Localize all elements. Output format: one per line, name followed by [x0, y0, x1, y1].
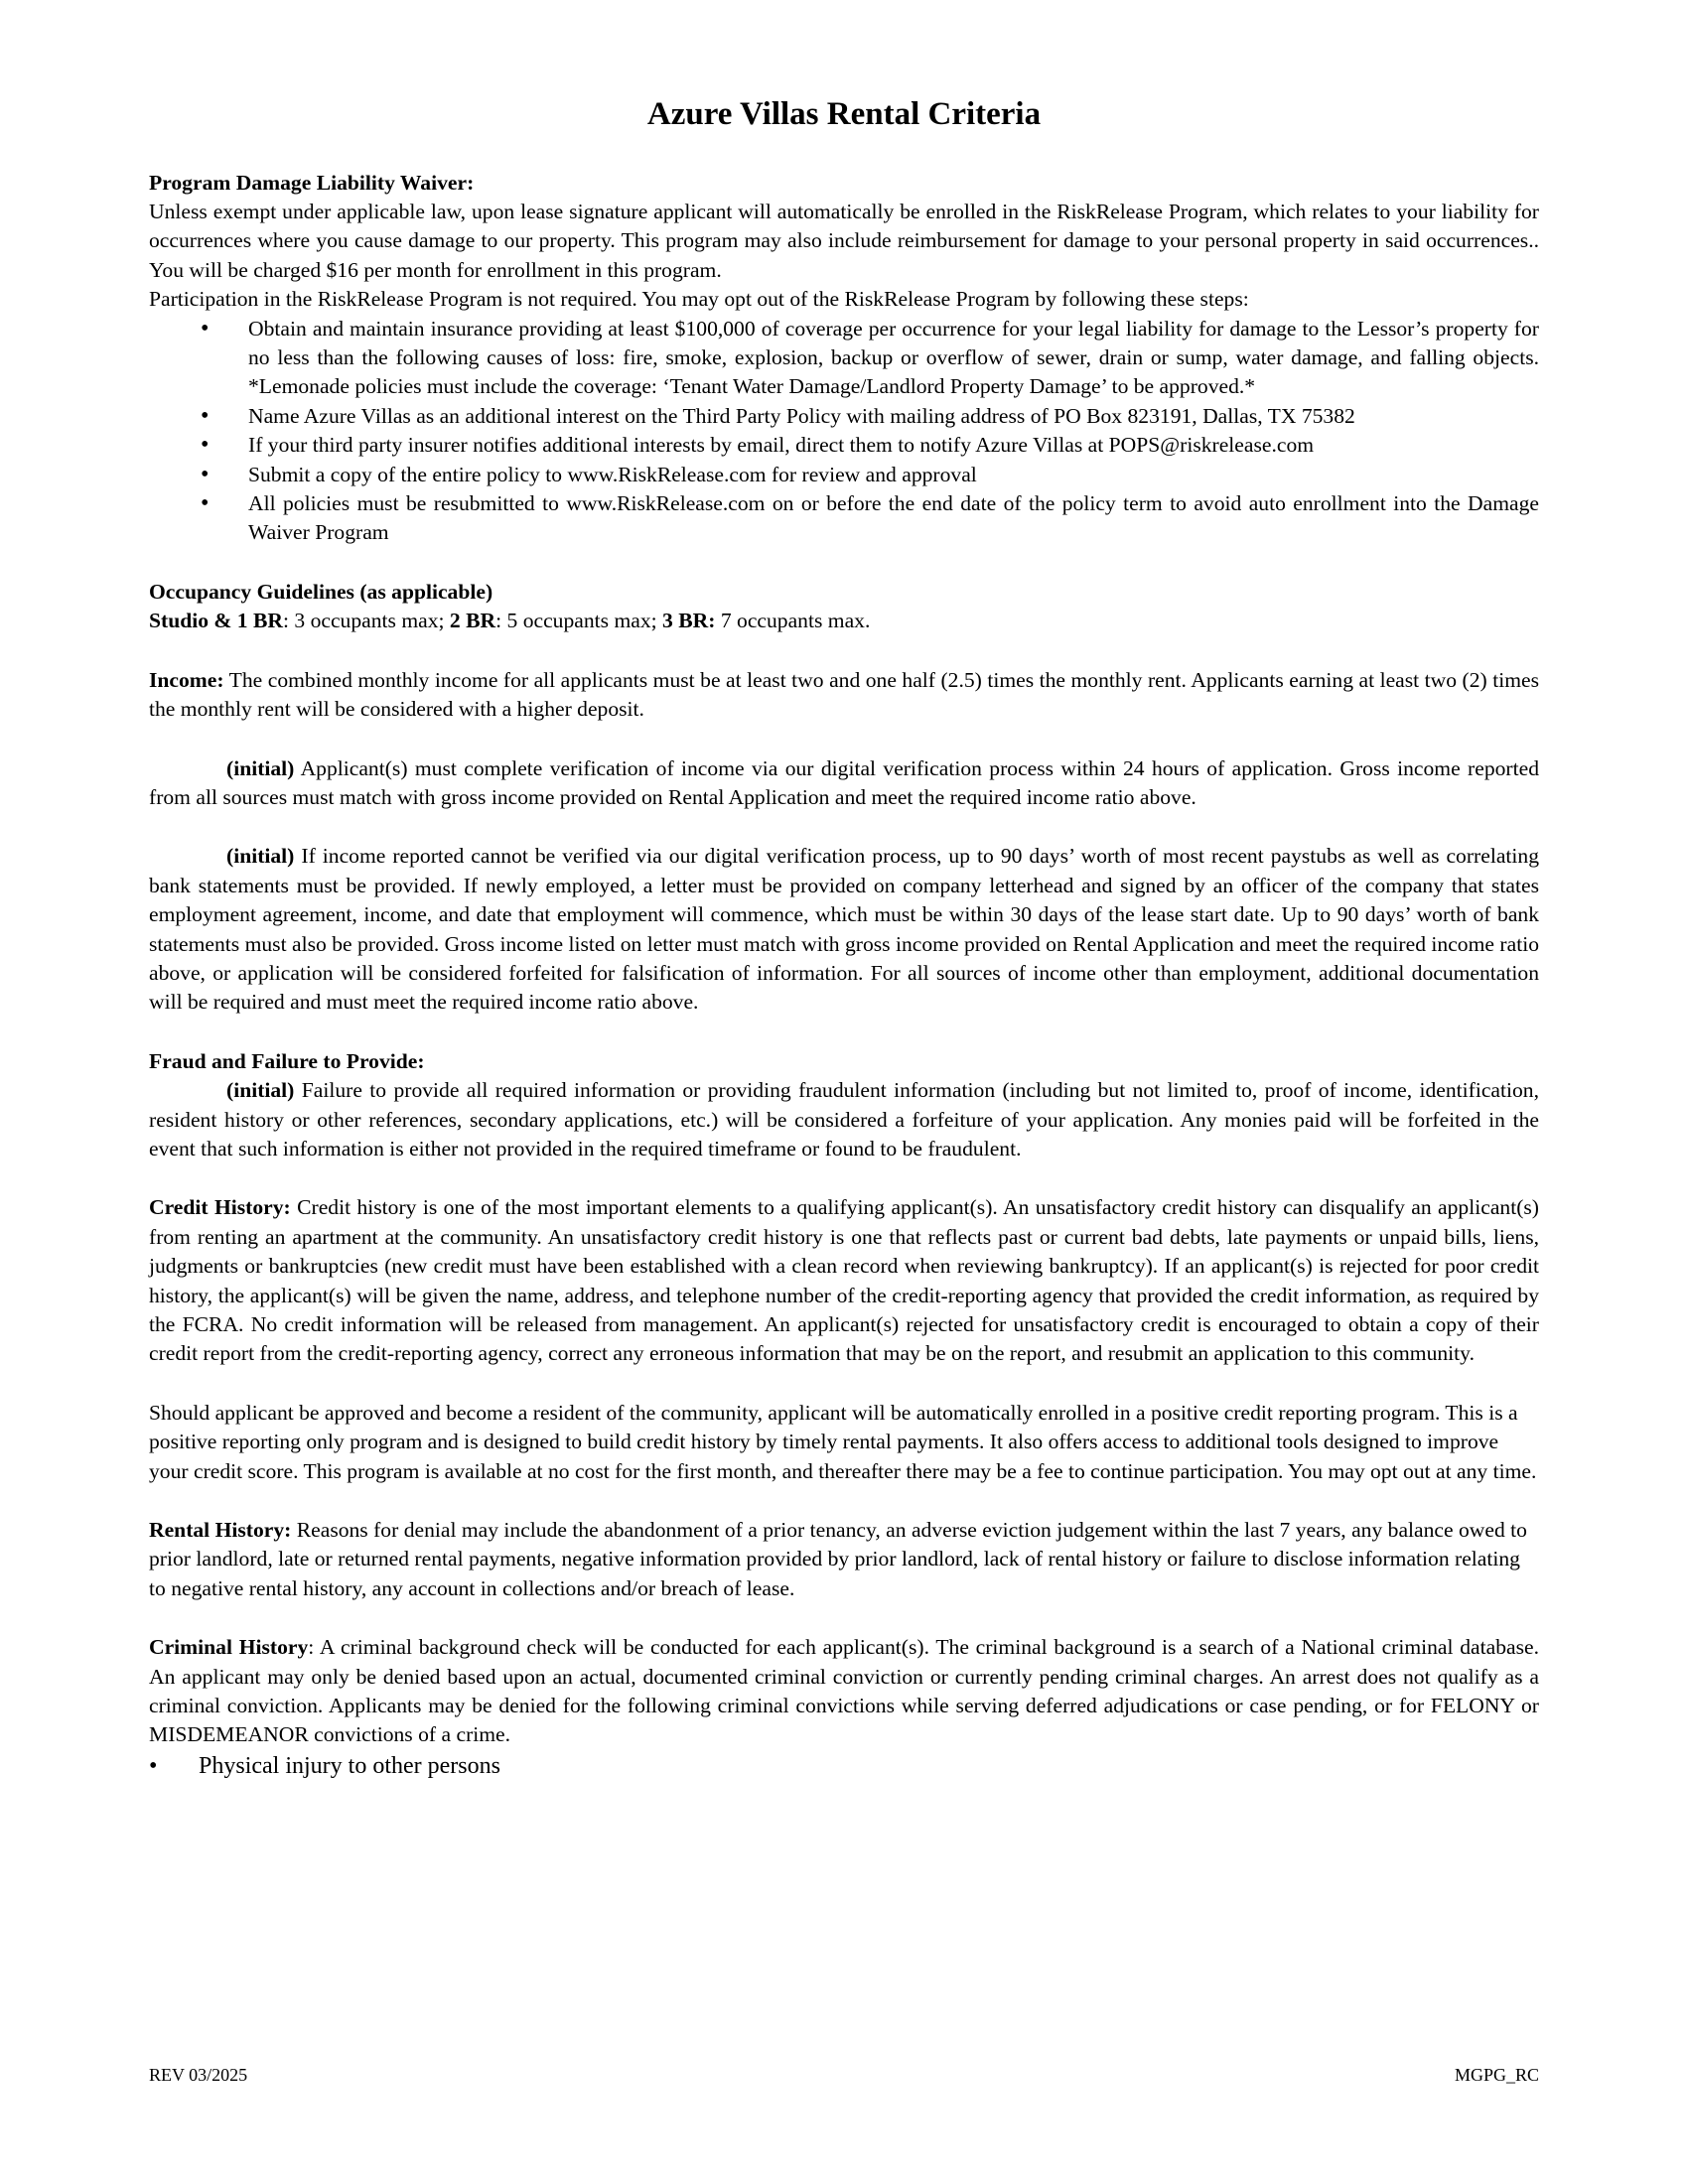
opt-out-step: • Submit a copy of the entire policy to www.RiskRelease.com for review and approval — [149, 461, 1539, 489]
income-documentation-paragraph — [149, 842, 1539, 1017]
br3-text: 7 occupants max. — [715, 609, 871, 633]
credit-paragraph — [149, 1193, 1539, 1368]
income-paragraph — [149, 666, 1539, 725]
opt-out-paragraph: Participation in the RiskRelease Program is not required. You may opt out of the RiskRelease Program by following these steps: — [149, 287, 1249, 312]
income-verification-text: Applicant(s) must complete verification of income via our digital verification process within 24 hours of application. Gross income reported from all sources must match with gross income provided on Rental Application and meet the required income ratio above. — [149, 755, 1539, 809]
income-documentation-text: If income reported cannot be verified via our digital verification process, up to 90 days’ worth of most recent paystubs as well as correlating bank statements must be provided. If newly employed, a letter must be provided on company letterhead and signed by an officer of the company that states employment agreement, income, and date that employment will commence, which must be within 30 days of the lease start date. Up to 90 days’ worth of bank statements must also be provided. Gross income listed on letter must match with gross income provided on Rental Application and meet the required income ratio above, or application will be considered forfeited for falsification of information. For all sources of income other than employment, additional documentation will be required and must meet the required income ratio above. — [149, 844, 1539, 1015]
document-page — [149, 95, 1539, 1782]
positive-credit-paragraph: Should applicant be approved and become a resident of the community, applicant will be automatically enrolled in a positive credit reporting program. This is a positive reporting only program and is designed to build credit history by timely rental payments. It also offers access to additional tools designed to improve your credit score. This program is available at no cost for the first month, and thereafter there may be a fee to continue participation. You may opt out at any time. — [149, 1400, 1537, 1483]
fraud-heading: Fraud and Failure to Provide: — [149, 1048, 425, 1073]
opt-out-steps-list — [149, 315, 1539, 548]
waiver-heading: Program Damage Liability Waiver: — [149, 170, 475, 195]
income-label: Income: — [149, 667, 224, 692]
opt-out-step: • Obtain and maintain insurance providing at least $100,000 of coverage per occurrence for your legal liability for damage to the Lessor’s property for no less than the following causes of loss: fire, smoke, explosion, backup or overflow of sewer, drain or sump, water damage, and falling objects. *Lemonade policies must include the coverage: ‘Tenant Water Damage/Landlord Property Damage’ to be approved.* — [149, 315, 1539, 402]
criminal-paragraph — [149, 1633, 1539, 1750]
br2-text: : 5 occupants max; — [495, 609, 663, 633]
criminal-conviction-list — [149, 1750, 1539, 1782]
initial-label: (initial) — [226, 755, 295, 780]
income-text: The combined monthly income for all applicants must be at least two and one half (2.5) times the monthly rent. Applicants earning at least two (2) times the monthly rent will be considered with a higher deposit. — [149, 667, 1539, 722]
rental-paragraph — [149, 1516, 1539, 1603]
waiver-paragraph: Unless exempt under applicable law, upon lease signature applicant will automatically be enrolled in the RiskRelease Program, which relates to your liability for occurrences where you cause damage to our property. This program may also include reimbursement for damage to your personal property in said occurrences.. You will be charged $16 per month for enrollment in this program. — [149, 200, 1539, 282]
occupancy-limits — [149, 607, 1539, 635]
revision-label: REV 03/2025 — [149, 2065, 248, 2085]
credit-label: Credit History: — [149, 1195, 291, 1220]
opt-out-step: • If your third party insurer notifies additional interests by email, direct them to notify Azure Villas at POPS@riskrelease.com — [149, 431, 1539, 460]
opt-out-step: • All policies must be resubmitted to www.RiskRelease.com on or before the end date of the policy term to avoid auto enrollment into the Damage Waiver Program — [149, 489, 1539, 548]
criminal-label: Criminal History — [149, 1635, 309, 1660]
br3-label: 3 BR: — [662, 609, 716, 633]
form-code-label: MGPG_RC — [1454, 2065, 1539, 2085]
fraud-text: Failure to provide all required information or providing fraudulent information (including but not limited to, proof of income, identification, resident history or other references, secondary applications, etc.) will be considered a forfeiture of your application. Any monies paid will be forfeited in the event that such information is either not provided in the required timeframe or found to be fraudulent. — [149, 1078, 1539, 1160]
credit-section — [149, 1193, 1539, 1486]
rental-label: Rental History: — [149, 1518, 292, 1543]
credit-text: Credit history is one of the most important elements to a qualifying applicant(s). An unsatisfactory credit history can disqualify an applicant(s) from renting an apartment at the community. An unsatisfactory credit history is one that reflects past or current bad debts, late payments or unpaid bills, liens, judgments or bankruptcies (new credit must have been established with a clean record when reviewing bankruptcy). If an applicant(s) is rejected for poor credit history, the applicant(s) will be given the name, address, and telephone number of the credit-reporting agency that provided the credit information, as required by the FCRA. No credit information will be released from management. An applicant(s) rejected for unsatisfactory credit is encouraged to obtain a copy of their credit report from the credit-reporting agency, correct any erroneous information that may be on the report, and resubmit an application to this community. — [149, 1195, 1539, 1366]
criminal-conviction-item: • Physical injury to other persons — [149, 1750, 1539, 1782]
criminal-section — [149, 1633, 1539, 1782]
fraud-section — [149, 1047, 1539, 1164]
criminal-text: : A criminal background check will be conducted for each applicant(s). The criminal background is a search of a National criminal database. An applicant may only be denied based upon an actual, documented criminal conviction or currently pending criminal charges. An arrest does not qualify as a criminal conviction. Applicants may be denied for the following criminal convictions while serving deferred adjudications or case pending, or for FELONY or MISDEMEANOR convictions of a crime. — [149, 1635, 1539, 1747]
fraud-paragraph — [149, 1076, 1539, 1163]
studio-label: Studio & 1 BR — [149, 609, 283, 633]
br2-label: 2 BR — [449, 609, 496, 633]
income-section — [149, 666, 1539, 1018]
document-title: Azure Villas Rental Criteria — [646, 96, 1042, 132]
income-verification-paragraph — [149, 754, 1539, 813]
occupancy-section — [149, 578, 1539, 636]
occupancy-heading: Occupancy Guidelines (as applicable) — [149, 579, 493, 604]
studio-text: : 3 occupants max; — [283, 609, 450, 633]
initial-label: (initial) — [226, 844, 295, 869]
waiver-section — [149, 169, 1539, 548]
initial-label: (initial) — [226, 1078, 295, 1103]
rental-section — [149, 1516, 1539, 1603]
rental-text: Reasons for denial may include the abandonment of a prior tenancy, an adverse eviction judgement within the last 7 years, any balance owed to prior landlord, late or returned rental payments, negative information provided by prior landlord, lack of rental history or failure to disclose information relating to negative rental history, any account in collections and/or breach of lease. — [149, 1518, 1527, 1600]
opt-out-step: • Name Azure Villas as an additional interest on the Third Party Policy with mailing address of PO Box 823191, Dallas, TX 75382 — [149, 402, 1539, 431]
